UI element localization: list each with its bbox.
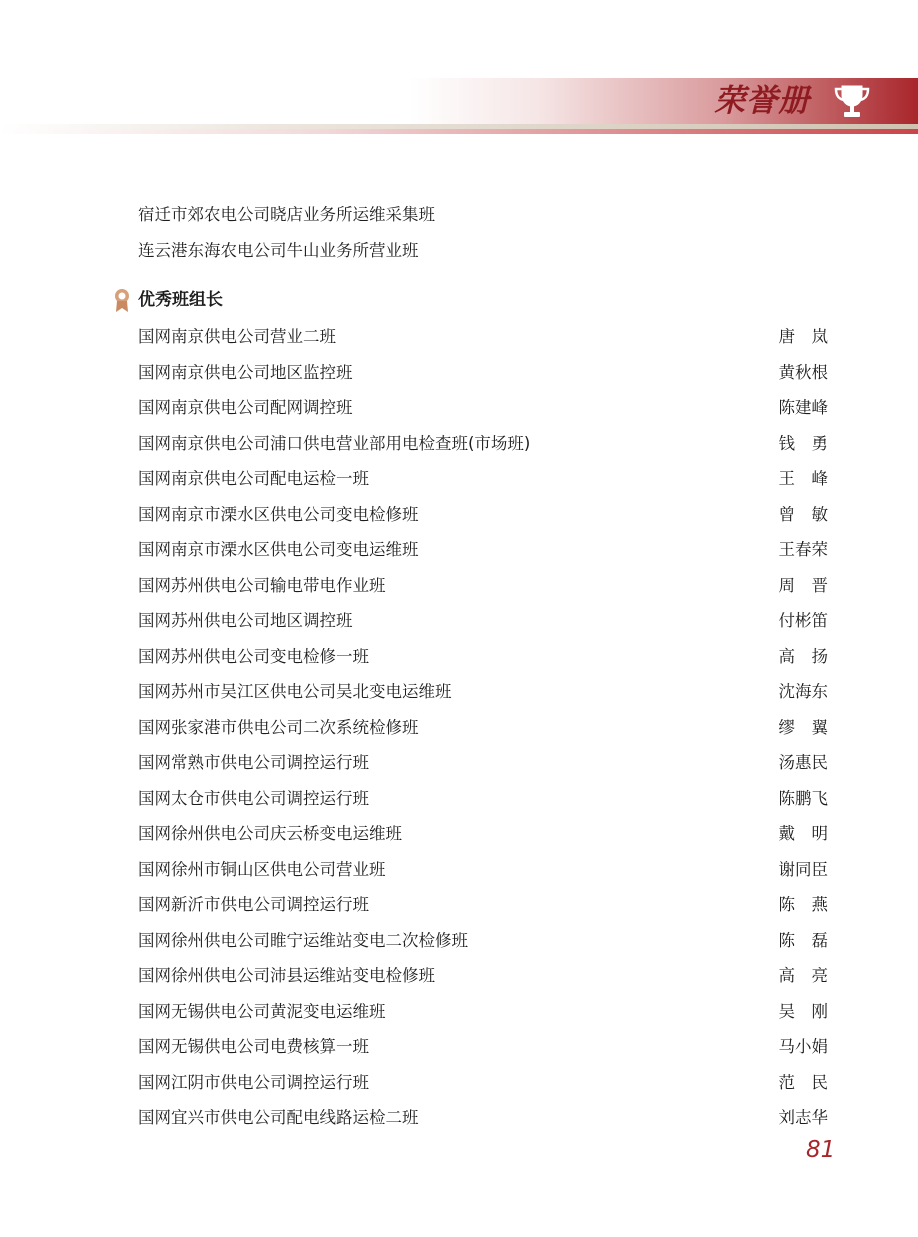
person-name: 付彬笛 <box>778 611 828 630</box>
list-item <box>138 606 828 636</box>
unit-name: 国网徐州供电公司睢宁运维站变电二次检修班 <box>138 930 468 950</box>
list-item <box>138 464 828 494</box>
unit-name: 国网徐州供电公司庆云桥变电运维班 <box>138 824 402 843</box>
person-name: 高 扬 <box>778 646 828 666</box>
list-item <box>138 1103 828 1133</box>
person-name: 曾 敏 <box>778 504 828 524</box>
person-name: 黄秋根 <box>778 362 828 382</box>
unit-name: 国网张家港市供电公司二次系统检修班 <box>138 717 419 737</box>
header-divider-bottom <box>0 129 918 134</box>
list-item <box>138 855 828 885</box>
person-name: 高 亮 <box>778 966 828 985</box>
person-name: 马小娟 <box>778 1037 828 1056</box>
unit-name: 国网南京供电公司浦口供电营业部用电检查班(市场班) <box>138 433 531 453</box>
list-item <box>138 748 828 778</box>
person-name: 陈鹏飞 <box>778 788 828 808</box>
unit-name: 国网南京供电公司营业二班 <box>138 327 336 346</box>
unit-name: 国网南京供电公司地区监控班 <box>138 362 353 382</box>
person-name: 钱 勇 <box>778 433 828 453</box>
list-item <box>138 677 828 707</box>
list-item <box>138 236 828 266</box>
unit-name: 国网徐州市铜山区供电公司营业班 <box>138 859 386 879</box>
person-name: 陈 磊 <box>778 930 828 950</box>
person-name: 范 民 <box>778 1072 828 1092</box>
list-item <box>138 997 828 1027</box>
unit-name: 国网苏州供电公司地区调控班 <box>138 611 353 630</box>
unit-name: 国网江阴市供电公司调控运行班 <box>138 1072 369 1092</box>
list-item <box>138 571 828 601</box>
person-name: 周 晋 <box>778 575 828 595</box>
list-item <box>138 819 828 849</box>
person-name: 王春荣 <box>778 540 828 559</box>
list-item <box>138 642 828 672</box>
person-name: 戴 明 <box>778 824 828 843</box>
header-title: 荣誉册 <box>714 83 810 119</box>
unit-name: 国网新沂市供电公司调控运行班 <box>138 895 369 914</box>
unit-name: 国网南京市溧水区供电公司变电运维班 <box>138 540 419 559</box>
person-name: 吴 刚 <box>778 1001 828 1021</box>
person-name: 陈 燕 <box>778 895 828 914</box>
person-name: 陈建峰 <box>778 398 828 417</box>
unit-name: 国网苏州市吴江区供电公司吴北变电运维班 <box>138 682 452 701</box>
list-item <box>138 322 828 352</box>
unit-name: 国网无锡供电公司电费核算一班 <box>138 1037 369 1056</box>
unit-name: 国网太仓市供电公司调控运行班 <box>138 788 369 808</box>
person-name: 缪 翼 <box>778 717 828 737</box>
list-item <box>138 713 828 743</box>
unit-name: 国网南京供电公司配电运检一班 <box>138 469 369 488</box>
person-name: 沈海东 <box>778 682 828 701</box>
medal-icon <box>112 287 132 313</box>
unit-name: 国网常熟市供电公司调控运行班 <box>138 753 369 772</box>
list-item <box>138 926 828 956</box>
list-item <box>138 961 828 991</box>
unit-name: 国网宜兴市供电公司配电线路运检二班 <box>138 1108 419 1127</box>
unit-name: 国网无锡供电公司黄泥变电运维班 <box>138 1001 386 1021</box>
unit-name: 国网南京供电公司配网调控班 <box>138 398 353 417</box>
person-name: 谢同臣 <box>778 859 828 879</box>
trophy-icon <box>832 82 872 120</box>
list-item <box>138 429 828 459</box>
unit-name: 国网苏州供电公司变电检修一班 <box>138 646 369 666</box>
unit-name: 国网徐州供电公司沛县运维站变电检修班 <box>138 966 435 985</box>
list-item <box>138 358 828 388</box>
list-item <box>138 1068 828 1098</box>
list-item <box>138 500 828 530</box>
unit-name: 国网南京市溧水区供电公司变电检修班 <box>138 504 419 524</box>
unit-name: 宿迁市郊农电公司晓店业务所运维采集班 <box>138 205 435 224</box>
person-name: 刘志华 <box>778 1108 828 1127</box>
list-item <box>138 890 828 920</box>
list-item <box>138 535 828 565</box>
person-name: 王 峰 <box>778 469 828 488</box>
page-number: 81 <box>806 1137 836 1163</box>
list-item <box>138 393 828 423</box>
list-item <box>138 200 828 230</box>
list-item <box>138 784 828 814</box>
person-name: 唐 岚 <box>778 327 828 346</box>
person-name: 汤惠民 <box>778 753 828 772</box>
list-item <box>138 1032 828 1062</box>
unit-name: 连云港东海农电公司牛山业务所营业班 <box>138 241 419 260</box>
unit-name: 国网苏州供电公司输电带电作业班 <box>138 575 386 595</box>
section-title: 优秀班组长 <box>138 290 223 310</box>
